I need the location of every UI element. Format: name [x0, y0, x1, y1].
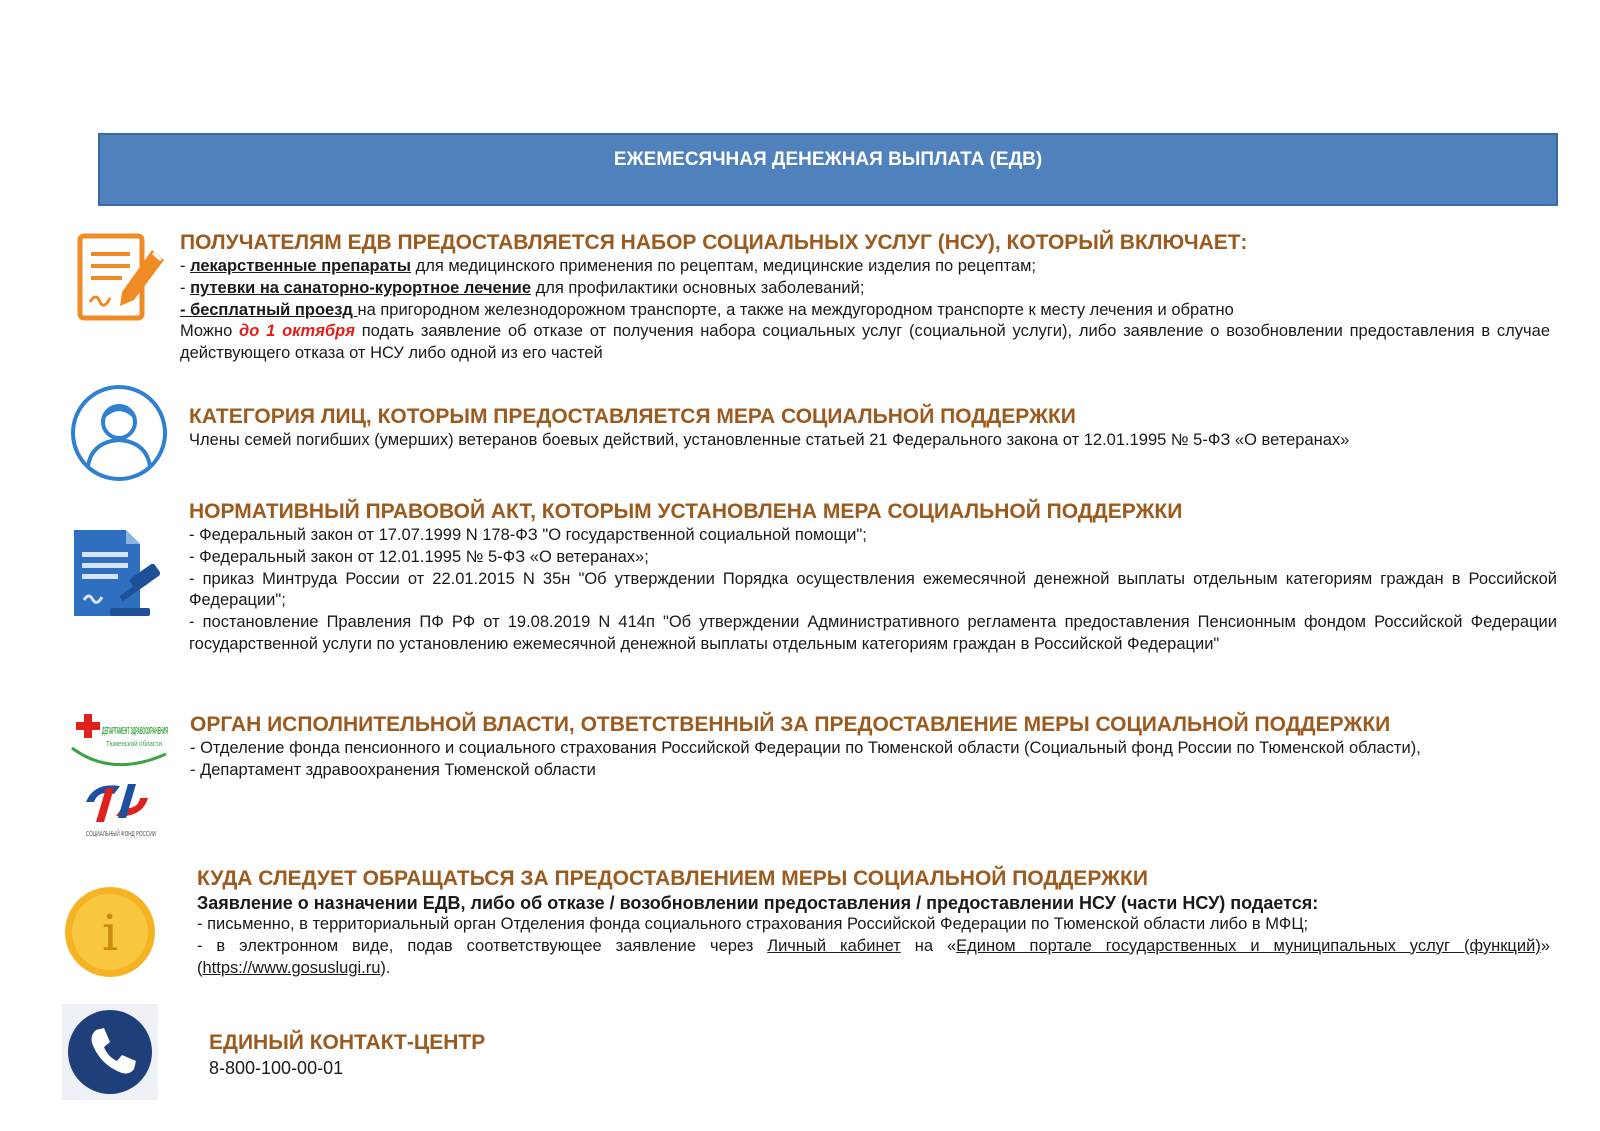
nsu-heading: ПОЛУЧАТЕЛЯМ ЕДВ ПРЕДОСТАВЛЯЕТСЯ НАБОР СОЦИАЛЬНЫХ УСЛУГ (НСУ), КОТОРЫЙ ВКЛЮЧАЕТ:: [180, 231, 1248, 254]
legal-item: - Федеральный закон от 17.07.1999 N 178-ФЗ "О государственной социальной помощи";: [189, 526, 867, 544]
apply-heading: КУДА СЛЕДУЕТ ОБРАЩАТЬСЯ ЗА ПРЕДОСТАВЛЕНИЕМ МЕРЫ СОЦИАЛЬНОЙ ПОДДЕРЖКИ: [197, 867, 1148, 890]
apply-content: [197, 892, 1550, 979]
nsu-note-rest: подать заявление об отказе от получения набора социальных услуг (социальной услуги), либо заявление о возобновлении предоставления в случае действующего отказа от НСУ либо одной из его частей: [180, 322, 1550, 363]
authority-section: [190, 713, 1550, 782]
legal-section: [189, 500, 1557, 656]
apply-item-online-text: » (: [197, 936, 1550, 977]
nsu-deadline: до 1 октября: [239, 322, 355, 341]
nsu-item-sanatorium: [180, 278, 1550, 300]
category-text: Члены семей погибших (умерших) ветеранов боевых действий, установленные статьей 21 Федерального закона от 12.01.1995 № 5-ФЗ «О ветеранах»: [189, 431, 1350, 449]
category-heading: КАТЕГОРИЯ ЛИЦ, КОТОРЫМ ПРЕДОСТАВЛЯЕТСЯ МЕРА СОЦИАЛЬНОЙ ПОДДЕРЖКИ: [189, 405, 1076, 428]
category-section: [189, 405, 1559, 452]
nsu-item-medicines-text: для медицинского применения по рецептам, медицинские изделия по рецептам;: [410, 257, 1037, 275]
nsu-section: [180, 231, 1550, 365]
nsu-item-travel-title: - бесплатный проезд: [180, 300, 358, 319]
apply-item-online-text: на «: [900, 936, 957, 955]
nsu-item-sanatorium-title: путевки на санаторно-курортное лечение: [190, 278, 532, 297]
page-banner: [98, 133, 1558, 206]
authority-item: - Отделение фонда пенсионного и социального страхования Российской Федерации по Тюменской области (Социальный фонд России по Тюменской области),: [190, 739, 1421, 757]
nsu-item-sanatorium-text: для профилактики основных заболеваний;: [531, 278, 865, 297]
social-fund-logo: [76, 776, 166, 840]
banner-title: ЕЖЕМЕСЯЧНАЯ ДЕНЕЖНАЯ ВЫПЛАТА (ЕДВ): [613, 149, 1043, 170]
health-department-logo: [70, 712, 170, 772]
authority-item: - Департамент здравоохранения Тюменской области: [190, 760, 596, 779]
gosuslugi-url-link[interactable]: https://www.gosuslugi.ru: [202, 958, 381, 977]
person-icon: [68, 382, 170, 484]
document-pen-icon: [74, 232, 170, 328]
contact-heading: ЕДИНЫЙ КОНТАКТ-ЦЕНТР: [209, 1031, 486, 1054]
legal-document-gavel-icon: [68, 526, 170, 622]
phone-icon: [62, 1004, 158, 1100]
legal-item: - приказ Минтруда России от 22.01.2015 N 35н "Об утверждении Порядка осуществления ежемесячной денежной выплаты отдельным категориям граждан в Российской Федерации";: [189, 569, 1557, 610]
health-logo-text: ДЕПАРТАМЕНТ ЗДРАВООХРАНЕНИЯ: [102, 725, 168, 737]
nsu-item-medicines: [180, 256, 1550, 278]
apply-item-online: [197, 936, 1550, 980]
legal-list: [189, 525, 1557, 656]
legal-item: - постановление Правления ПФ РФ от 19.08.2019 N 414п "Об утверждении Административного регламента предоставления Пенсионным фондом Российской Федерации государственной услуги по установлению ежемесячной денежной выплаты отдельным категориям граждан в Российской Федерации": [189, 613, 1557, 653]
legal-heading: НОРМАТИВНЫЙ ПРАВОВОЙ АКТ, КОТОРЫМ УСТАНОВЛЕНА МЕРА СОЦИАЛЬНОЙ ПОДДЕРЖКИ: [189, 500, 1183, 523]
contact-section: [209, 1031, 809, 1080]
nsu-note-start: Можно: [180, 322, 240, 341]
list-dash: -: [180, 257, 191, 275]
personal-cabinet-link[interactable]: Личный кабинет: [767, 936, 901, 955]
sfr-logo-text: СОЦИАЛЬНЫЙ ФОНД РОССИИ: [86, 829, 156, 838]
nsu-item-travel: [180, 300, 1550, 322]
gosuslugi-portal-link[interactable]: Едином портале государственных и муниципальных услуг (функций): [956, 936, 1541, 955]
legal-item: - Федеральный закон от 12.01.1995 № 5-ФЗ «О ветеранах»;: [189, 547, 649, 566]
nsu-item-travel-text: на пригородном железнодорожном транспорте, а также на междугородном транспорте к месту лечения и обратно: [357, 300, 1234, 319]
apply-section: [197, 867, 1550, 979]
authority-list: [190, 738, 1550, 782]
apply-item-online-text: ).: [380, 958, 391, 977]
nsu-note: [180, 321, 1550, 365]
info-icon: [62, 884, 158, 980]
nsu-item-medicines-title: лекарственные препараты: [190, 257, 411, 275]
nsu-list: [180, 256, 1550, 365]
health-logo-subtext: Тюменской области: [106, 741, 170, 748]
authority-heading: ОРГАН ИСПОЛНИТЕЛЬНОЙ ВЛАСТИ, ОТВЕТСТВЕННЫЙ ЗА ПРЕДОСТАВЛЕНИЕ МЕРЫ СОЦИАЛЬНОЙ ПОДДЕРЖКИ: [190, 713, 1391, 736]
apply-item-paper: - письменно, в территориальный орган Отделения фонда социального страхования Российской Федерации по Тюменской области либо в МФЦ;: [197, 915, 1309, 933]
apply-lead: Заявление о назначении ЕДВ, либо об отказе / возобновлении предоставления / предоставлении НСУ (части НСУ) подается:: [197, 893, 1319, 913]
contact-phone[interactable]: 8-800-100-00-01: [209, 1058, 344, 1078]
info-glyph: i: [102, 904, 118, 962]
list-dash: -: [180, 278, 191, 297]
apply-item-online-text: - в электронном виде, подав соответствующее заявление через: [197, 936, 768, 955]
